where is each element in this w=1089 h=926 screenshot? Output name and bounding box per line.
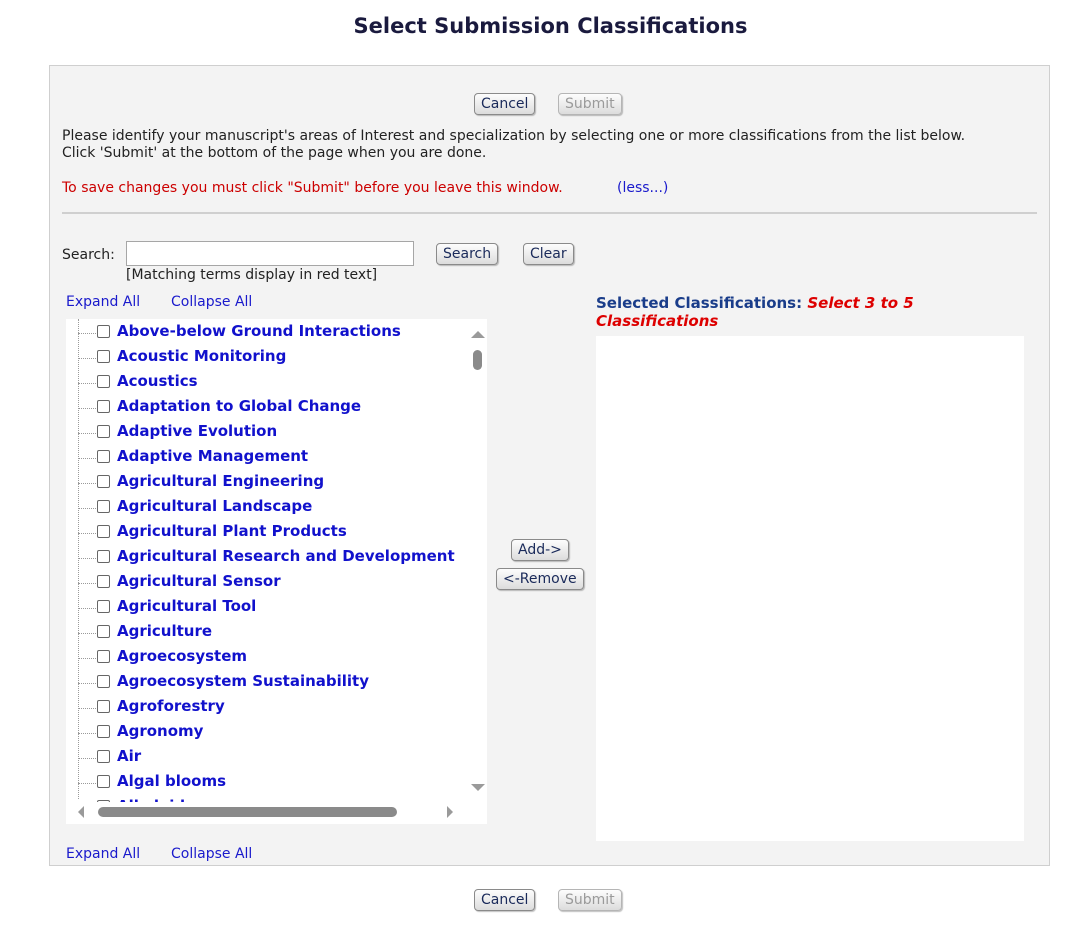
scroll-up-arrow-icon[interactable] [471,331,485,338]
vertical-scroll-thumb[interactable] [473,350,482,370]
instructions-line-1: Please identify your manuscript's areas of Interest and specialization by selecting one or more classifications from the list below. [62,128,966,144]
checkbox-icon[interactable] [97,625,110,638]
tree-connector [78,708,96,709]
tree-item-label[interactable]: Air [117,747,142,765]
submit-button-top[interactable]: Submit [558,93,622,115]
tree-item-label[interactable]: Acoustics [117,372,198,390]
checkbox-icon[interactable] [97,325,110,338]
tree-item[interactable] [78,544,468,569]
tree-connector [78,383,96,384]
classification-tree[interactable] [66,319,487,824]
tree-item-label[interactable]: Acoustic Monitoring [117,347,287,365]
tree-item[interactable] [78,369,468,394]
add-button[interactable]: Add-> [511,539,569,561]
tree-connector [78,333,96,334]
checkbox-icon[interactable] [97,725,110,738]
tree-item-label[interactable]: Agroecosystem Sustainability [117,672,370,690]
tree-item[interactable] [78,719,468,744]
tree-item-label[interactable]: Agriculture [117,622,213,640]
checkbox-icon[interactable] [97,575,110,588]
less-link[interactable]: (less...) [617,180,669,196]
tree-item[interactable] [78,494,468,519]
tree-item[interactable] [78,419,468,444]
tree-item[interactable] [78,669,468,694]
instructions-line-2: Click 'Submit' at the bottom of the page when you are done. [62,145,487,161]
submit-button-bottom[interactable]: Submit [558,889,622,911]
search-button[interactable]: Search [436,243,498,265]
checkbox-icon[interactable] [97,700,110,713]
tree-item[interactable] [78,644,468,669]
tree-item[interactable] [78,344,468,369]
tree-item[interactable] [78,594,468,619]
divider [62,212,1037,214]
tree-item-label[interactable]: Agricultural Plant Products [117,522,347,540]
tree-item-label[interactable]: Adaptive Evolution [117,422,278,440]
tree-item-label[interactable]: Agricultural Landscape [117,497,313,515]
tree-connector [78,408,96,409]
tree-connector [78,508,96,509]
tree-item-label[interactable]: Adaptive Management [117,447,309,465]
save-warning: To save changes you must click "Submit" before you leave this window. [62,180,563,196]
classification-panel [49,65,1050,866]
horizontal-scroll-thumb[interactable] [98,807,397,817]
matching-terms-note: [Matching terms display in red text] [126,267,378,283]
tree-connector [78,533,96,534]
expand-all-link-bottom[interactable]: Expand All [66,846,141,862]
checkbox-icon[interactable] [97,475,110,488]
tree-item[interactable] [78,469,468,494]
checkbox-icon[interactable] [97,450,110,463]
tree-connector [78,583,96,584]
tree-connector [78,608,96,609]
scroll-left-arrow-icon[interactable] [78,806,84,818]
checkbox-icon[interactable] [97,775,110,788]
selected-classifications-list[interactable] [596,336,1024,841]
tree-item-label[interactable]: Agroforestry [117,697,225,715]
tree-item-label[interactable]: Agronomy [117,722,204,740]
checkbox-icon[interactable] [97,750,110,763]
tree-item-label[interactable]: Agricultural Sensor [117,572,281,590]
tree-item-label[interactable]: Algal blooms [117,772,227,790]
tree-item[interactable] [78,444,468,469]
checkbox-icon[interactable] [97,500,110,513]
checkbox-icon[interactable] [97,400,110,413]
checkbox-icon[interactable] [97,550,110,563]
tree-item-label[interactable]: Agricultural Research and Development [117,547,455,565]
tree-item-label[interactable]: Agroecosystem [117,647,248,665]
search-input[interactable] [126,241,414,266]
tree-item-label[interactable]: Adaptation to Global Change [117,397,362,415]
remove-button[interactable]: <-Remove [496,568,584,590]
expand-all-link-top[interactable]: Expand All [66,294,141,310]
tree-connector [78,658,96,659]
collapse-all-link-top[interactable]: Collapse All [171,294,253,310]
checkbox-icon[interactable] [97,525,110,538]
tree-connector [78,483,96,484]
checkbox-icon[interactable] [97,350,110,363]
tree-connector [78,758,96,759]
tree-item[interactable] [78,619,468,644]
checkbox-icon[interactable] [97,425,110,438]
cancel-button-bottom[interactable]: Cancel [474,889,535,911]
tree-connector [78,458,96,459]
tree-connector [78,683,96,684]
checkbox-icon[interactable] [97,675,110,688]
instructions [62,128,1042,162]
checkbox-icon[interactable] [97,375,110,388]
selected-classifications-heading [596,294,936,330]
scroll-right-arrow-icon[interactable] [447,806,453,818]
tree-connector [78,633,96,634]
tree-item-label[interactable]: Agricultural Tool [117,597,257,615]
tree-item[interactable] [78,519,468,544]
tree-item-label[interactable]: Above-below Ground Interactions [117,322,401,340]
collapse-all-link-bottom[interactable]: Collapse All [171,846,253,862]
tree-item[interactable] [78,394,468,419]
tree-connector [78,433,96,434]
vertical-scrollbar[interactable] [468,319,487,804]
checkbox-icon[interactable] [97,650,110,663]
tree-item[interactable] [78,744,468,769]
tree-connector [78,733,96,734]
tree-item[interactable] [78,569,468,594]
selected-hint: Select 3 to 5 Classifications [596,294,914,330]
tree-item[interactable] [78,769,468,794]
selected-label: Selected Classifications: [596,294,803,312]
tree-connector [78,358,96,359]
cancel-button-top[interactable]: Cancel [474,93,535,115]
tree-connector [78,558,96,559]
tree-connector [78,783,96,784]
scroll-down-arrow-icon[interactable] [471,784,485,791]
horizontal-scrollbar[interactable] [66,802,468,822]
tree-item[interactable] [78,319,468,344]
clear-button[interactable]: Clear [523,243,574,265]
checkbox-icon[interactable] [97,600,110,613]
tree-item[interactable] [78,694,468,719]
classification-list [78,319,468,819]
search-label: Search: [62,247,115,263]
tree-item-label[interactable]: Agricultural Engineering [117,472,325,490]
page-title: Select Submission Classifications [353,14,748,38]
